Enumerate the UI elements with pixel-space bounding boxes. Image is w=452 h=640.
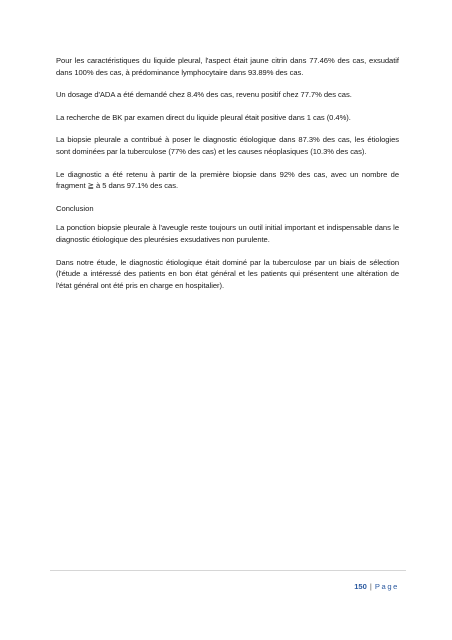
paragraph-biopsy: La biopsie pleurale a contribué à poser le diagnostic étiologique dans 87.3% des cas, les étiologies sont dominées par la tuberculose (77% des cas) et les causes néoplasiques (10.3% des cas). xyxy=(56,135,399,156)
footer-divider xyxy=(50,570,406,571)
page-footer xyxy=(354,582,399,592)
body-text xyxy=(56,55,399,302)
conclusion-heading: Conclusion xyxy=(56,203,94,213)
paragraph-conclusion-2: Dans notre étude, le diagnostic étiologique était dominé par la tuberculose par un biais de sélection (l'étude a intéressé des patients en bon état général et les patients qui présentent une altération de l'état général ont été pris en charge en hospitalier). xyxy=(56,257,399,290)
paragraph-conclusion-1: La ponction biopsie pleurale à l'aveugle reste toujours un outil initial important et indispensable dans le diagnostic étiologique des pleurésies exsudatives non purulente. xyxy=(56,223,399,244)
footer-separator: | xyxy=(369,582,372,591)
paragraph-diagnosis: Le diagnostic a été retenu à partir de la première biopsie dans 92% des cas, avec un nombre de fragment ≧ à 5 dans 97.1% des cas. xyxy=(56,169,399,191)
paragraph-bk: La recherche de BK par examen direct du liquide pleural était positive dans 1 cas (0.4%). xyxy=(56,112,351,122)
page-label: Page xyxy=(374,582,399,591)
paragraph-ada: Un dosage d'ADA a été demandé chez 8.4% des cas, revenu positif chez 77.7% des cas. xyxy=(56,90,352,100)
page-number: 150 xyxy=(354,582,367,591)
paragraph-pleural-fluid: Pour les caractéristiques du liquide pleural, l'aspect était jaune citrin dans 77.46% des cas, exsudatif dans 100% des cas, à prédominance lymphocytaire dans 93.89% des cas. xyxy=(56,56,399,77)
